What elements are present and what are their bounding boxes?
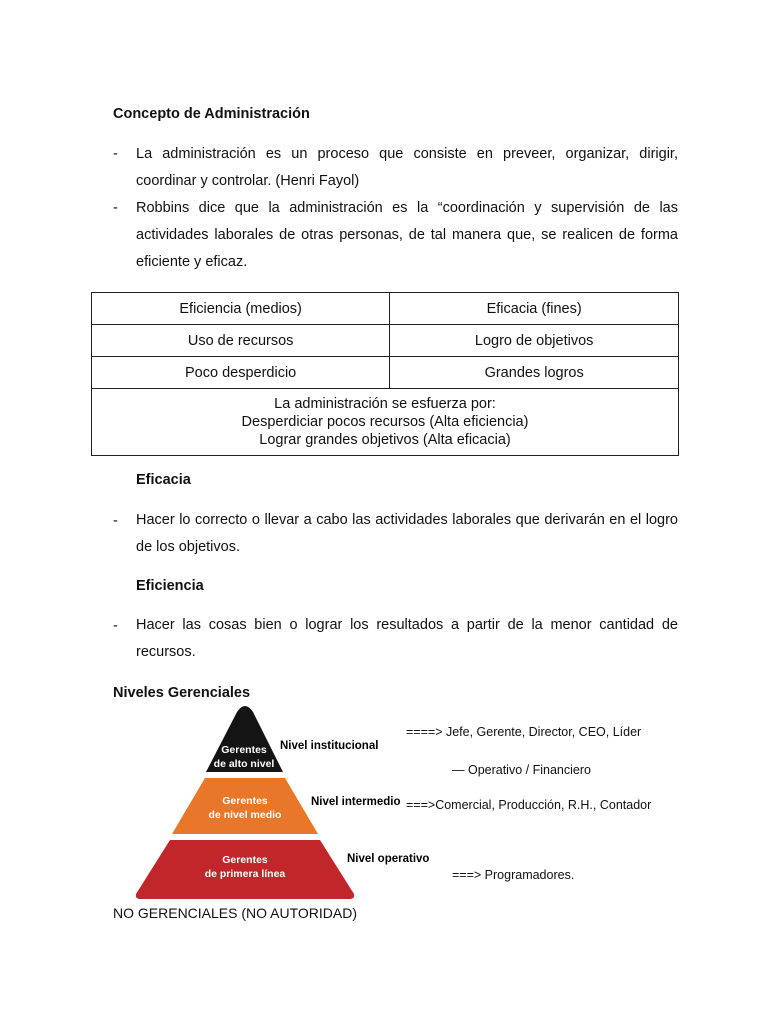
note-top-sub: — Operativo / Financiero — [452, 763, 591, 777]
footer-line: Desperdiciar pocos recursos (Alta eficiencia) — [241, 414, 529, 430]
table-cell: Poco desperdicio — [92, 357, 390, 389]
table-row — [92, 325, 679, 357]
tier-bottom-line2: de primera línea — [204, 868, 286, 880]
section-title-niveles: Niveles Gerenciales — [113, 685, 251, 701]
bullet-dash: - — [113, 146, 118, 162]
table-cell: Grandes logros — [390, 357, 679, 389]
table-cell: Logro de objetivos — [390, 325, 679, 357]
eficacia-text: Hacer lo correcto o llevar a cabo las actividades laborales que derivarán en el logro de los objetivos. — [136, 512, 678, 555]
section-title-eficiencia: Eficiencia — [136, 578, 204, 594]
footer-line: Lograr grandes objetivos (Alta eficacia) — [259, 432, 511, 448]
section-title-eficacia: Eficacia — [136, 472, 191, 488]
management-pyramid — [125, 700, 430, 902]
bullet-dash: - — [113, 618, 118, 634]
table-cell: Uso de recursos — [92, 325, 390, 357]
tier-top-line1: Gerentes — [221, 744, 267, 756]
table-row — [92, 357, 679, 389]
comparison-table — [91, 292, 679, 456]
bullet-dash: - — [113, 200, 118, 216]
bullet-dash: - — [113, 513, 118, 529]
bullet-robbins: Robbins dice que la administración es la “coordinación y supervisión de las actividades laborales de otras personas, de tal manera que, se realicen de forma eficiente y eficaz. — [136, 200, 678, 270]
tier-bottom-line1: Gerentes — [222, 854, 268, 866]
table-cell: Eficiencia (medios) — [92, 293, 390, 325]
footer-line: La administración se esfuerza por: — [274, 396, 496, 412]
section-title-concepto: Concepto de Administración — [113, 106, 310, 122]
tier-middle-line2: de nivel medio — [208, 809, 282, 821]
bullet-fayol: La administración es un proceso que consiste en preveer, organizar, dirigir, coordinar y controlar. (Henri Fayol) — [136, 146, 678, 189]
note-top: ====> Jefe, Gerente, Director, CEO, Líder — [406, 725, 642, 739]
note-bottom: ===> Programadores. — [452, 868, 575, 882]
tier-middle-line1: Gerentes — [222, 795, 268, 807]
table-row — [92, 389, 679, 456]
tier-top-label: Nivel institucional — [280, 740, 379, 752]
tier-middle-label: Nivel intermedio — [311, 796, 401, 808]
no-gerenciales-label: NO GERENCIALES (NO AUTORIDAD) — [113, 905, 358, 921]
tier-top-line2: de alto nivel — [213, 758, 275, 770]
table-cell: Eficacia (fines) — [390, 293, 679, 325]
table-row — [92, 293, 679, 325]
note-middle: ===>Comercial, Producción, R.H., Contador — [406, 798, 652, 812]
table-footer-cell — [92, 389, 679, 456]
eficiencia-text: Hacer las cosas bien o lograr los resultados a partir de la menor cantidad de recursos. — [136, 617, 678, 660]
tier-bottom-label: Nivel operativo — [347, 853, 430, 865]
